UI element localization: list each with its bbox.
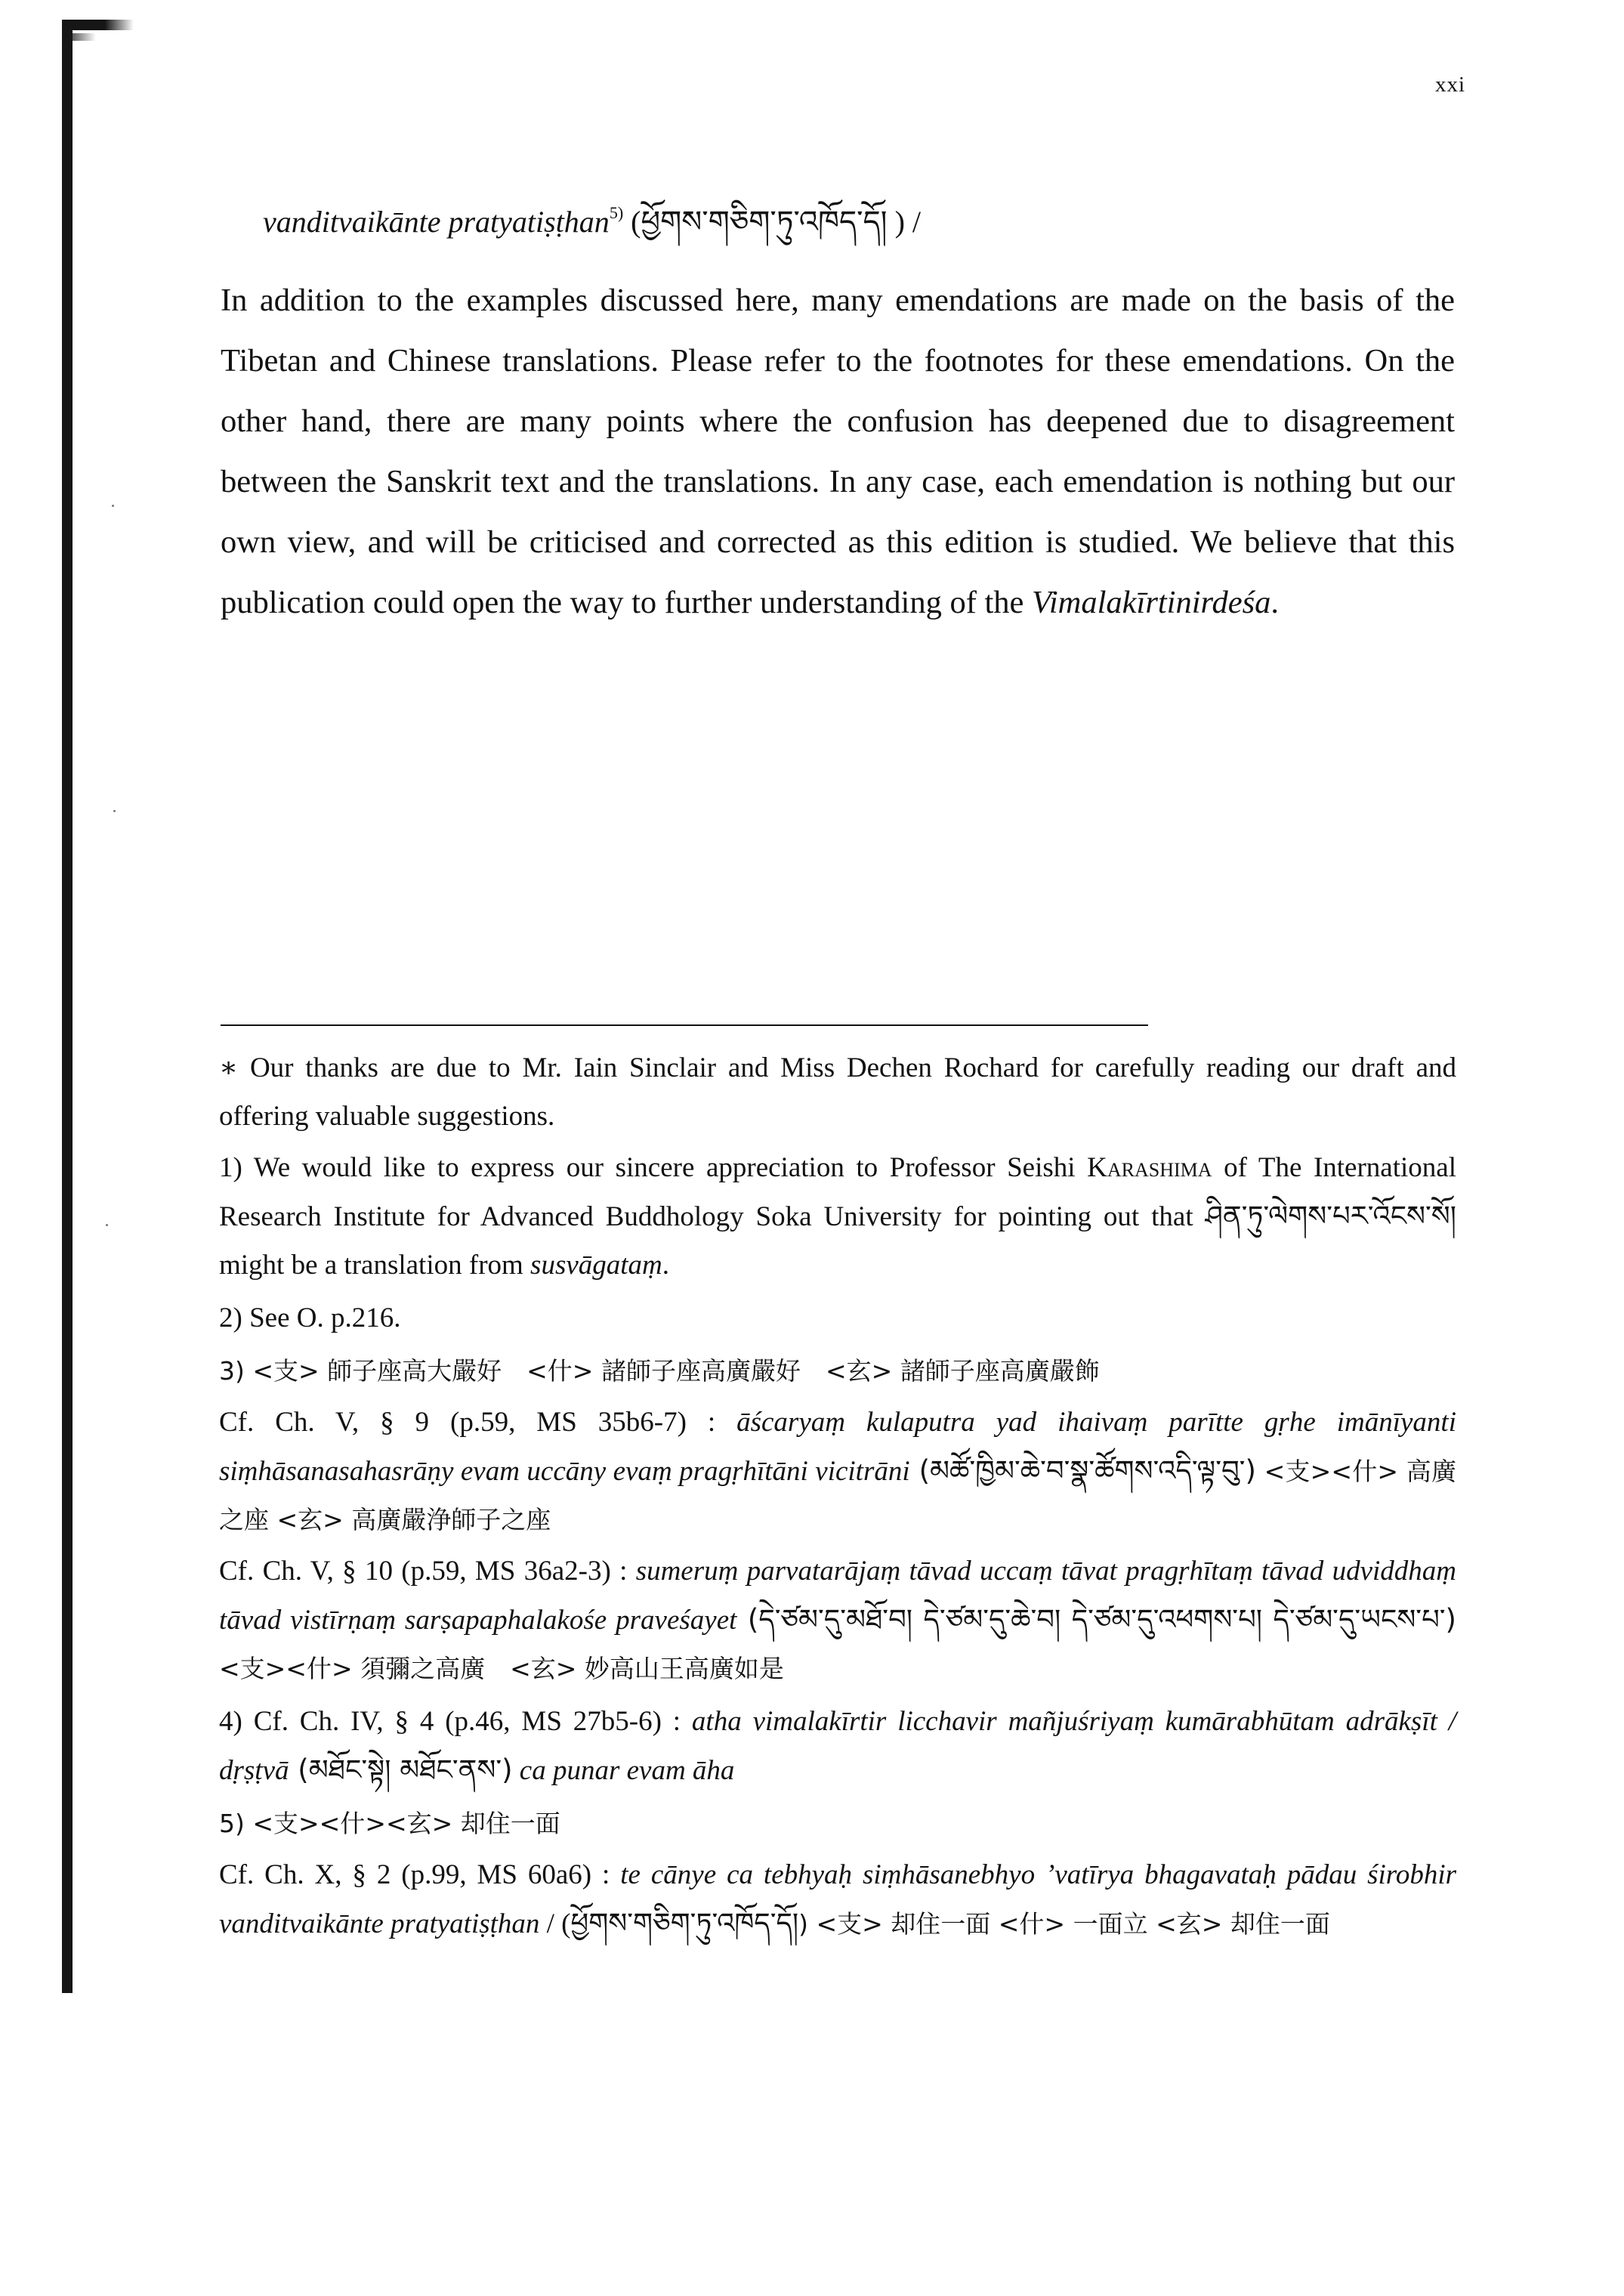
footnote-1-name: Karashima [1087,1152,1212,1183]
footnote-4-sanskrit-a: atha vimalakīrtir licchavir mañjuśriyaṃ kumārabhūtam adrākṣīt / dṛṣṭvā [219,1706,1456,1786]
body-last-prefix: the [984,585,1033,620]
footnote-3-cf2-chinese: <支><什> 須彌之高廣 <玄> 妙高山王高廣如是 [219,1654,784,1683]
footnote-3-cf1-chinese: <支><什> 高廣之座 <玄> 高廣嚴浄師子之座 [219,1457,1456,1534]
footnote-1-text-b: of The International Research Institute for Advanced Buddhology Soka University for pointing out that [219,1152,1456,1232]
footnote-4 [219,1698,1456,1795]
footnotes [219,1044,1456,1951]
footnote-2: 2) See O. p.216. [219,1303,401,1333]
footnote-5-tail: ) <支> 却住一面 <什> 一面立 <玄> 却住一面 [798,1909,1330,1939]
footnote-rule [221,1024,1148,1026]
footnote-5-tibetan: ཕྱོགས་གཅིག་ཏུ་འཁོད་དོ། [570,1907,799,1939]
footnote-3-cf1 [219,1398,1456,1544]
footnote-1-tibetan: ཤིན་ཏུ་ལེགས་པར་འོངས་སོ། [1205,1200,1456,1232]
verse-line [263,187,921,273]
verse-paren-close: ) / [887,205,921,239]
footnote-3-cf2-tibetan: (དེ་ཙམ་དུ་མཐོ་བ། དེ་ཙམ་དུ་ཆེ་བ། དེ་ཙམ་དུ་འཕགས་པ། དེ་ཙམ་དུ་ཡངས་པ་) [736,1603,1456,1636]
footnote-5-slash: / ( [539,1908,571,1939]
footnote-5-chinese-text: 5) <支><什><玄> 却住一面 [219,1809,560,1838]
verse-paren-open: ( [623,205,641,239]
footnote-5-sanskrit: te cānye ca tebhyaḥ siṃhāsanebhyo ’vatīrya bhagavataḥ pādau śirobhir vanditvaikānte pratyatiṣṭhan [219,1859,1456,1939]
footnote-ref: 5) [609,202,624,222]
footnote-3-chinese-text: 3) <支> 師子座高大嚴好 <什> 諸師子座高廣嚴好 <玄> 諸師子座高廣嚴飾 [219,1356,1100,1386]
footnote-3-cf1-sanskrit: āścaryaṃ kulaputra yad ihaivaṃ parītte gṛhe imānīyanti siṃhāsanasahasrāṇy evam uccāny evaṃ pragṛhītāni vicitrāni [219,1407,1456,1487]
binding-edge-top-shadow [62,33,96,41]
footnote-1-text-c: might be a translation from [219,1250,531,1281]
binding-edge-top [62,20,134,30]
footnote-3-cf2 [219,1547,1456,1693]
verse-tibetan: ཕྱོགས་གཅིག་ཏུ་འཁོད་དོ། [641,205,888,239]
footnote-3-cf2-head: Cf. Ch. V, § 10 (p.59, MS 36a2-3) : [219,1556,636,1587]
scan-speck [113,810,116,812]
page-number: xxi [1435,73,1466,97]
footnote-1-text-a: 1) We would like to express our sincere appreciation to Professor Seishi [219,1152,1088,1183]
footnote-1 [219,1144,1456,1290]
footnote-1-text-d: . [662,1250,670,1281]
verse-sanskrit: vanditvaikānte pratyatiṣṭhan [263,205,610,239]
footnote-5-chinese [219,1800,1456,1848]
footnote-3-cf1-head: Cf. Ch. V, § 9 (p.59, MS 35b6-7) : [219,1407,737,1438]
footnote-3-chinese [219,1347,1456,1395]
body-last-suffix: . [1270,585,1280,620]
footnote-star: ∗ Our thanks are due to Mr. Iain Sinclair and Miss Dechen Rochard for carefully reading our draft and offering valuable suggestions. [219,1052,1456,1132]
footnote-4-tibetan: (མཐོང་སྟེ། མཐོང་ནས་) [289,1754,513,1786]
scan-speck [106,1224,108,1226]
footnote-4-head: 4) Cf. Ch. IV, § 4 (p.46, MS 27b5-6) : [219,1706,692,1737]
footnote-3-cf2-sanskrit: sumeruṃ parvatarājaṃ tāvad uccaṃ tāvat pragṛhītaṃ tāvad udviddhaṃ tāvad vistīrṇaṃ sarṣapaphalakośe praveśayet [219,1556,1456,1636]
scan-speck [112,505,114,507]
binding-edge [62,21,73,1993]
footnote-4-sanskrit-b: ca punar evam āha [512,1755,735,1786]
footnote-5-cf [219,1851,1456,1948]
footnote-1-term: susvāgataṃ [530,1250,662,1281]
body-paragraph [221,270,1455,633]
text-title: Vimalakīrtinirdeśa [1032,585,1271,620]
footnote-5-head: Cf. Ch. X, § 2 (p.99, MS 60a6) : [219,1859,621,1890]
footnote-3-cf1-tibetan: (མཚོ་ཁྱིམ་ཆེ་བ་སྣ་ཚོགས་འདི་ལྟ་བུ་) [909,1454,1256,1487]
body-text: In addition to the examples discussed here, many emendations are made on the basis of the Tibetan and Chinese translations. Please refer to the footnotes for these emendations. On the other hand, there are many points where the confusion has deepened due to disagreement between the Sanskrit text and the translations. In any case, each emendation is nothing but our own view, and will be criticised and corrected as this edition is studied. We believe that this publication could open the way to further understanding of [221,283,1455,620]
